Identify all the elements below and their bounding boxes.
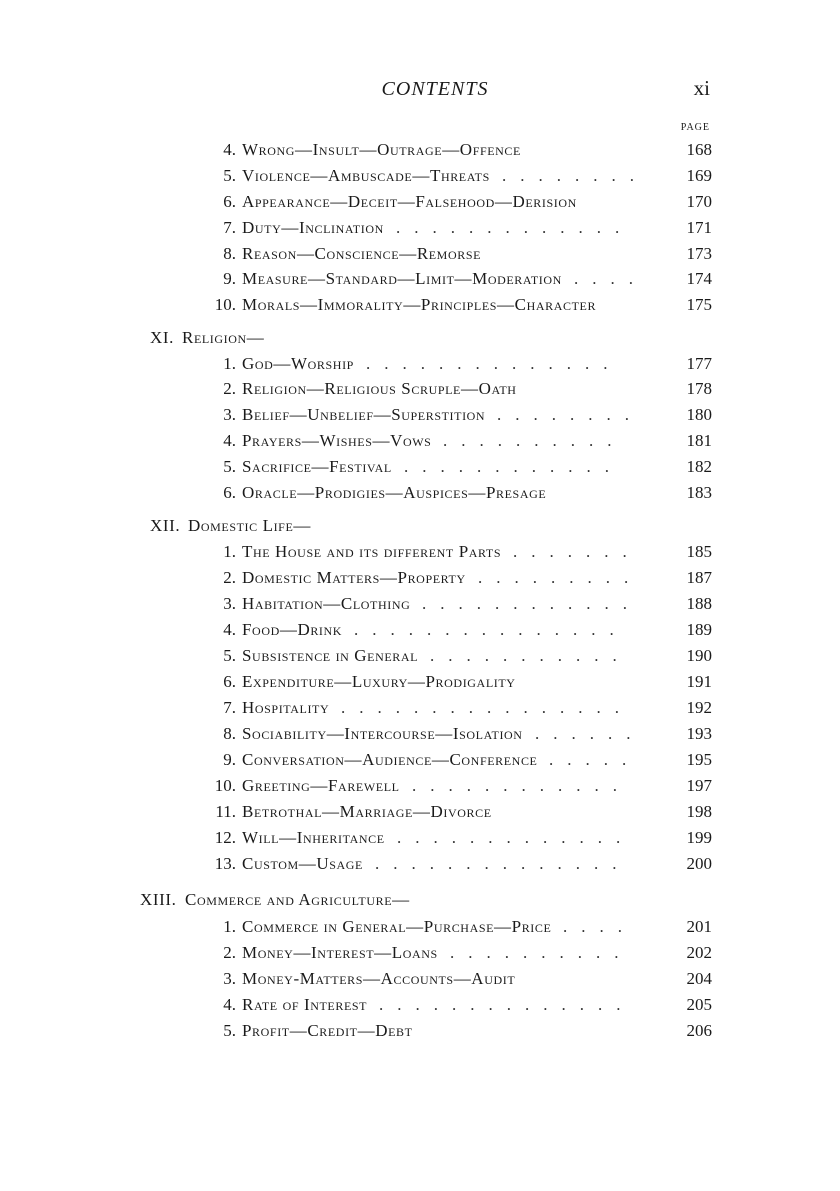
- entry-page: 173: [686, 244, 712, 263]
- entry-number: 4.: [223, 620, 236, 639]
- entry-title: Conversation—Audience—Conference: [242, 750, 538, 769]
- toc-entry[interactable]: [200, 591, 712, 617]
- section-numeral: XI.: [150, 328, 174, 347]
- section-title: Commerce and Agriculture—: [185, 890, 410, 909]
- entry-page: 178: [686, 379, 712, 398]
- toc-entry[interactable]: [200, 695, 712, 721]
- dot-leader: ...........: [430, 646, 631, 665]
- entry-title: Belief—Unbelief—Superstition: [242, 405, 486, 424]
- dot-leader: ................: [341, 698, 633, 717]
- entry-title: Subsistence in General: [242, 646, 419, 665]
- entry-page: 187: [686, 568, 712, 587]
- entry-number: 10.: [214, 295, 236, 314]
- toc-entry[interactable]: [200, 266, 712, 292]
- dot-leader: .....: [549, 750, 641, 769]
- toc-entry[interactable]: [200, 773, 712, 799]
- entry-title: Wrong—Insult—Outrage—Offence: [242, 140, 521, 159]
- entry-page: 199: [686, 828, 712, 847]
- entry-title: Profit—Credit—Debt: [242, 1021, 413, 1040]
- entry-title: Custom—Usage: [242, 854, 363, 873]
- toc-entry[interactable]: [200, 643, 712, 669]
- section-numeral: XIII.: [140, 890, 177, 909]
- entry-title: Measure—Standard—Limit—Moderation: [242, 269, 562, 288]
- entry-title: Commerce in General—Purchase—Price: [242, 917, 552, 936]
- entry-title: Religion—Religious Scruple—Oath: [242, 379, 517, 398]
- entry-number: 3.: [223, 405, 236, 424]
- entry-page: 183: [686, 483, 712, 502]
- entry-number: 13.: [214, 854, 236, 873]
- entry-number: 2.: [223, 379, 236, 398]
- toc-entry[interactable]: [200, 163, 712, 189]
- entry-page: 197: [686, 776, 712, 795]
- entry-number: 7.: [223, 698, 236, 717]
- entry-page: 182: [686, 457, 712, 476]
- section-title: Domestic Life—: [188, 516, 311, 535]
- toc-entry[interactable]: [200, 480, 712, 506]
- entry-number: 6.: [223, 192, 236, 211]
- entry-page: 174: [686, 269, 712, 288]
- toc-entry[interactable]: [200, 940, 712, 966]
- section-heading: [0, 887, 545, 913]
- entry-page: 200: [686, 854, 712, 873]
- entry-page: 192: [686, 698, 712, 717]
- entry-number: 8.: [223, 724, 236, 743]
- toc-entry[interactable]: [200, 292, 712, 318]
- toc-entry[interactable]: [200, 721, 712, 747]
- entry-title: God—Worship: [242, 354, 354, 373]
- entry-number: 2.: [223, 943, 236, 962]
- section-title: Religion—: [182, 328, 265, 347]
- entry-page: 191: [686, 672, 712, 691]
- entry-title: Morals—Immorality—Principles—Character: [242, 295, 597, 314]
- entry-title: Money—Interest—Loans: [242, 943, 438, 962]
- entry-title: Will—Inheritance: [242, 828, 385, 847]
- dot-leader: ........: [497, 405, 643, 424]
- entry-title: Reason—Conscience—Remorse: [242, 244, 482, 263]
- dot-leader: ............: [404, 457, 623, 476]
- entry-number: 5.: [223, 457, 236, 476]
- section-numeral: XII.: [150, 516, 181, 535]
- entry-title: Money-Matters—Accounts—Audit: [242, 969, 516, 988]
- entry-page: 171: [686, 218, 712, 237]
- entry-page: 189: [686, 620, 712, 639]
- toc-entry[interactable]: [200, 539, 712, 565]
- entry-number: 5.: [223, 1021, 236, 1040]
- entry-page: 168: [686, 140, 712, 159]
- toc-entry[interactable]: [200, 617, 712, 643]
- entry-title: Greeting—Farewell: [242, 776, 400, 795]
- entry-number: 9.: [223, 750, 236, 769]
- toc-entry[interactable]: [200, 241, 712, 267]
- entry-page: 170: [686, 192, 712, 211]
- dot-leader: ...............: [354, 620, 628, 639]
- dot-leader: .............: [397, 828, 635, 847]
- entry-number: 12.: [214, 828, 236, 847]
- entry-number: 4.: [223, 140, 236, 159]
- entry-number: 11.: [215, 802, 236, 821]
- entry-title: Betrothal—Marriage—Divorce: [242, 802, 492, 821]
- dot-leader: ........: [502, 166, 648, 185]
- dot-leader: ....: [563, 917, 636, 936]
- entry-page: 190: [686, 646, 712, 665]
- dot-leader: .........: [478, 568, 643, 587]
- dot-leader: .......: [513, 542, 641, 561]
- entry-number: 6.: [223, 672, 236, 691]
- dot-leader: ..............: [379, 995, 635, 1014]
- entry-title: Violence—Ambuscade—Threats: [242, 166, 490, 185]
- entry-number: 6.: [223, 483, 236, 502]
- toc-entry[interactable]: [200, 1018, 712, 1044]
- dot-leader: ............: [412, 776, 631, 795]
- entry-page: 198: [686, 802, 712, 821]
- entry-page: 204: [686, 969, 712, 988]
- toc-entry[interactable]: [200, 402, 712, 428]
- section-heading: [0, 325, 545, 351]
- entry-number: 5.: [223, 166, 236, 185]
- entry-page: 188: [686, 594, 712, 613]
- toc-entry[interactable]: [200, 565, 712, 591]
- entry-number: 5.: [223, 646, 236, 665]
- entry-page: 181: [686, 431, 712, 450]
- entry-number: 1.: [223, 542, 236, 561]
- toc-entry[interactable]: [200, 215, 712, 241]
- dot-leader: ..............: [366, 354, 622, 373]
- entry-number: 9.: [223, 269, 236, 288]
- entry-title: Sacrifice—Festival: [242, 457, 392, 476]
- toc-entry[interactable]: [200, 825, 712, 851]
- toc-entry[interactable]: [200, 799, 712, 825]
- toc-entry[interactable]: [200, 351, 712, 377]
- entry-page: 206: [686, 1021, 712, 1040]
- toc-entry[interactable]: [200, 992, 712, 1018]
- entry-page: 193: [686, 724, 712, 743]
- dot-leader: ..........: [450, 943, 633, 962]
- entry-title: The House and its different Parts: [242, 542, 502, 561]
- entry-page: 175: [686, 295, 712, 314]
- dot-leader: ......: [535, 724, 645, 743]
- toc-entry[interactable]: [200, 454, 712, 480]
- entry-page: 205: [686, 995, 712, 1014]
- page-number: xi: [693, 76, 710, 100]
- toc-entry[interactable]: [200, 914, 712, 940]
- entry-number: 8.: [223, 244, 236, 263]
- toc-entry[interactable]: [200, 669, 712, 695]
- entry-number: 4.: [223, 995, 236, 1014]
- running-head-title: CONTENTS: [381, 78, 489, 100]
- toc-entry[interactable]: [200, 428, 712, 454]
- entry-number: 2.: [223, 568, 236, 587]
- entry-title: Sociability—Intercourse—Isolation: [242, 724, 523, 743]
- dot-leader: ............: [422, 594, 641, 613]
- entry-title: Oracle—Prodigies—Auspices—Presage: [242, 483, 547, 502]
- entry-number: 3.: [223, 594, 236, 613]
- entry-page: 180: [686, 405, 712, 424]
- entry-number: 4.: [223, 431, 236, 450]
- entry-page: 201: [686, 917, 712, 936]
- dot-leader: .............: [396, 218, 634, 237]
- entry-page: 185: [686, 542, 712, 561]
- entry-title: Appearance—Deceit—Falsehood—Derision: [242, 192, 577, 211]
- entry-page: 169: [686, 166, 712, 185]
- dot-leader: ....: [574, 269, 647, 288]
- toc-entry[interactable]: [200, 747, 712, 773]
- dot-leader: ..............: [375, 854, 631, 873]
- entry-page: 195: [686, 750, 712, 769]
- entry-title: Rate of Interest: [242, 995, 368, 1014]
- entry-number: 3.: [223, 969, 236, 988]
- toc-entry[interactable]: [200, 851, 712, 877]
- toc-entry[interactable]: [200, 966, 712, 992]
- entry-title: Food—Drink: [242, 620, 343, 639]
- toc-entry[interactable]: [200, 137, 712, 163]
- entry-number: 7.: [223, 218, 236, 237]
- entry-number: 1.: [223, 354, 236, 373]
- entry-title: Expenditure—Luxury—Prodigality: [242, 672, 516, 691]
- entry-page: 177: [686, 354, 712, 373]
- entry-page: 202: [686, 943, 712, 962]
- page-column-label: PAGE: [680, 122, 710, 133]
- entry-title: Prayers—Wishes—Vows: [242, 431, 432, 450]
- entry-number: 10.: [214, 776, 236, 795]
- toc-entry[interactable]: [200, 189, 712, 215]
- entry-title: Domestic Matters—Property: [242, 568, 466, 587]
- section-heading: [0, 513, 545, 539]
- entry-title: Hospitality: [242, 698, 330, 717]
- entry-title: Habitation—Clothing: [242, 594, 411, 613]
- toc-entry[interactable]: [200, 376, 712, 402]
- dot-leader: ..........: [443, 431, 626, 450]
- entry-title: Duty—Inclination: [242, 218, 384, 237]
- entry-number: 1.: [223, 917, 236, 936]
